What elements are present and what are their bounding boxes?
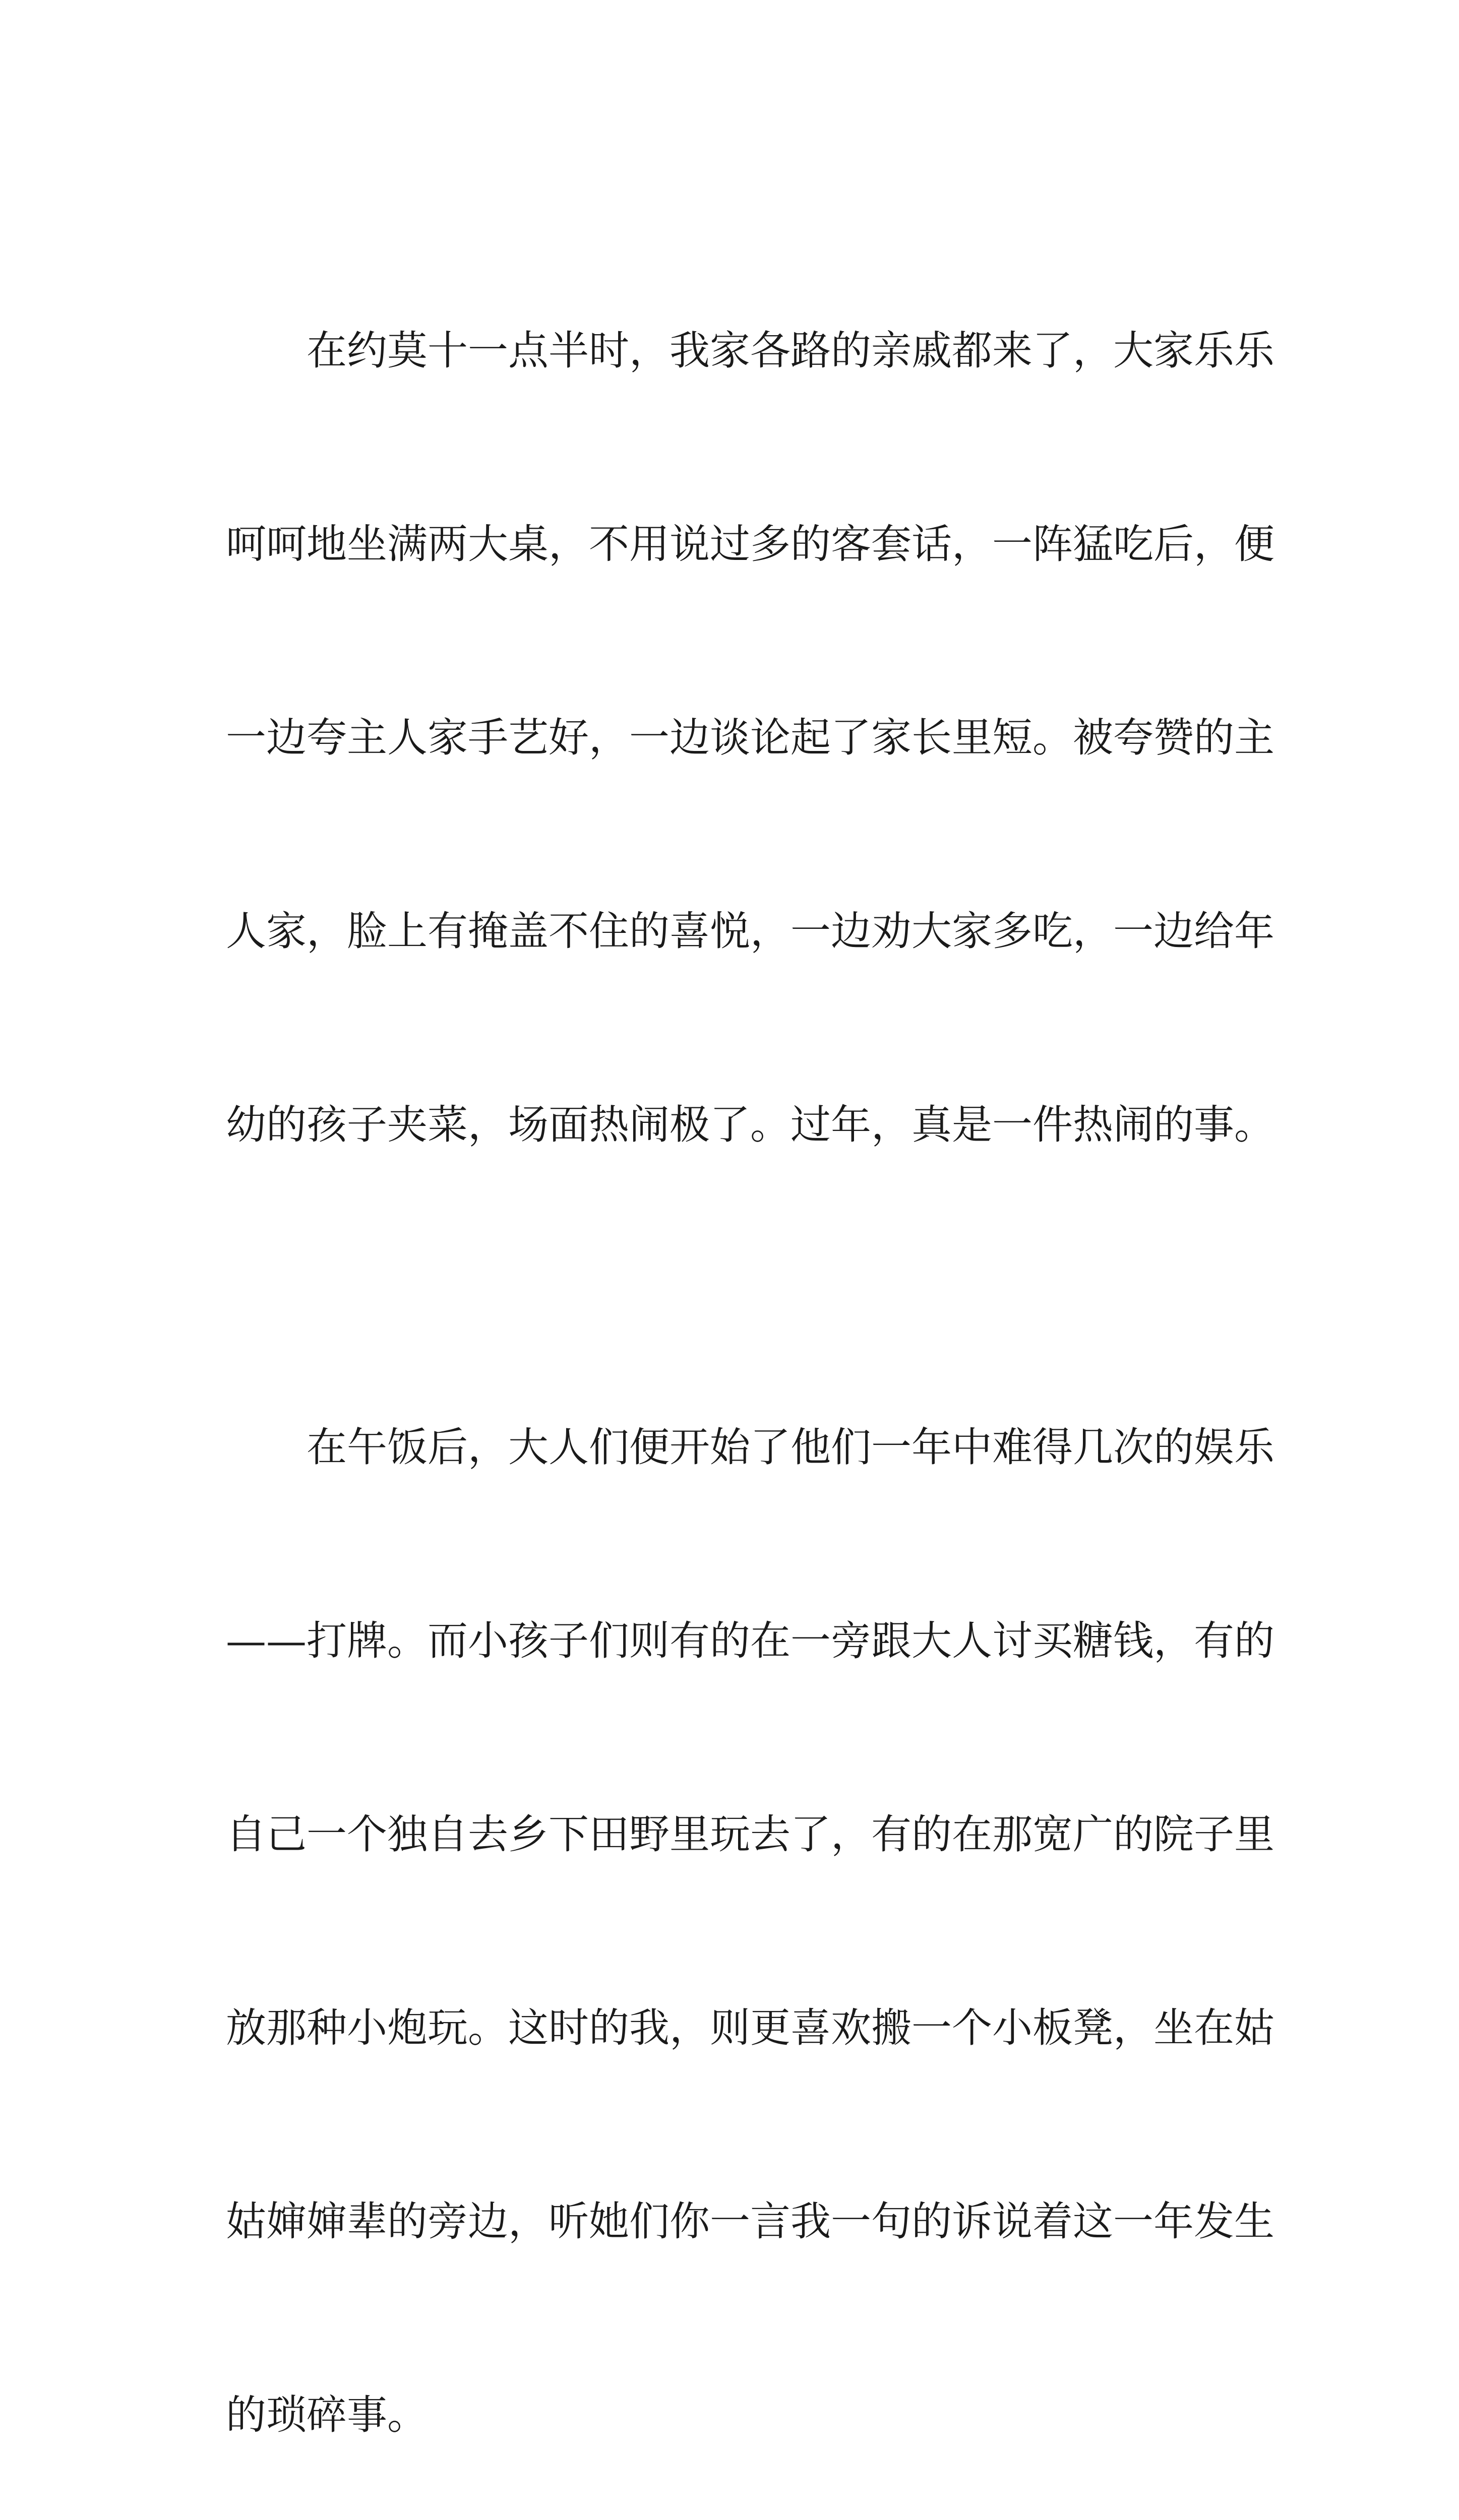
text-line: ——打牌。而小孩子们则有的在一旁跟大人讨买糖钱，有的 <box>226 1617 1274 1664</box>
text-line: 呵呵地坐满两大桌，不用说过多的客套话，一阵猛吃后，便 <box>226 521 1274 568</box>
text-line: 人家，脸上有掩盖不住的喜悦，一边劝大家多吃，一边给年 <box>226 908 1274 955</box>
text-line: 自己一个独自去乡下田野里玩去了，有的在那宽广的院子里 <box>226 1811 1274 1858</box>
paragraph-2 <box>226 1286 1274 2520</box>
paragraph-1 <box>226 190 1274 1286</box>
essay-body <box>226 190 1274 2520</box>
text-line: 在午饭后，大人们便开始了他们一年中难得几次的娱乐 <box>226 1424 1274 1471</box>
text-line: 放那种小炮玩。这时的我，则更喜欢搬一个小板凳，坐在姑 <box>226 2004 1274 2051</box>
text-line: 幼的孩子夹菜，场面热闹极了。过年，真是一件热闹的事。 <box>226 1101 1274 1148</box>
text-line: 姑婶婶辈的旁边，听她们你一言我一句的诉说着这一年发生 <box>226 2198 1274 2245</box>
text-line: 的琐碎事。 <box>226 2391 428 2438</box>
text-line: 在约莫十一点半时，我家各路的亲戚都来了，大家乐乐 <box>226 327 1274 374</box>
text-line: 一边夸主人家手艺好，一边谈论起了家长里短。被夸赞的主 <box>226 714 1274 761</box>
